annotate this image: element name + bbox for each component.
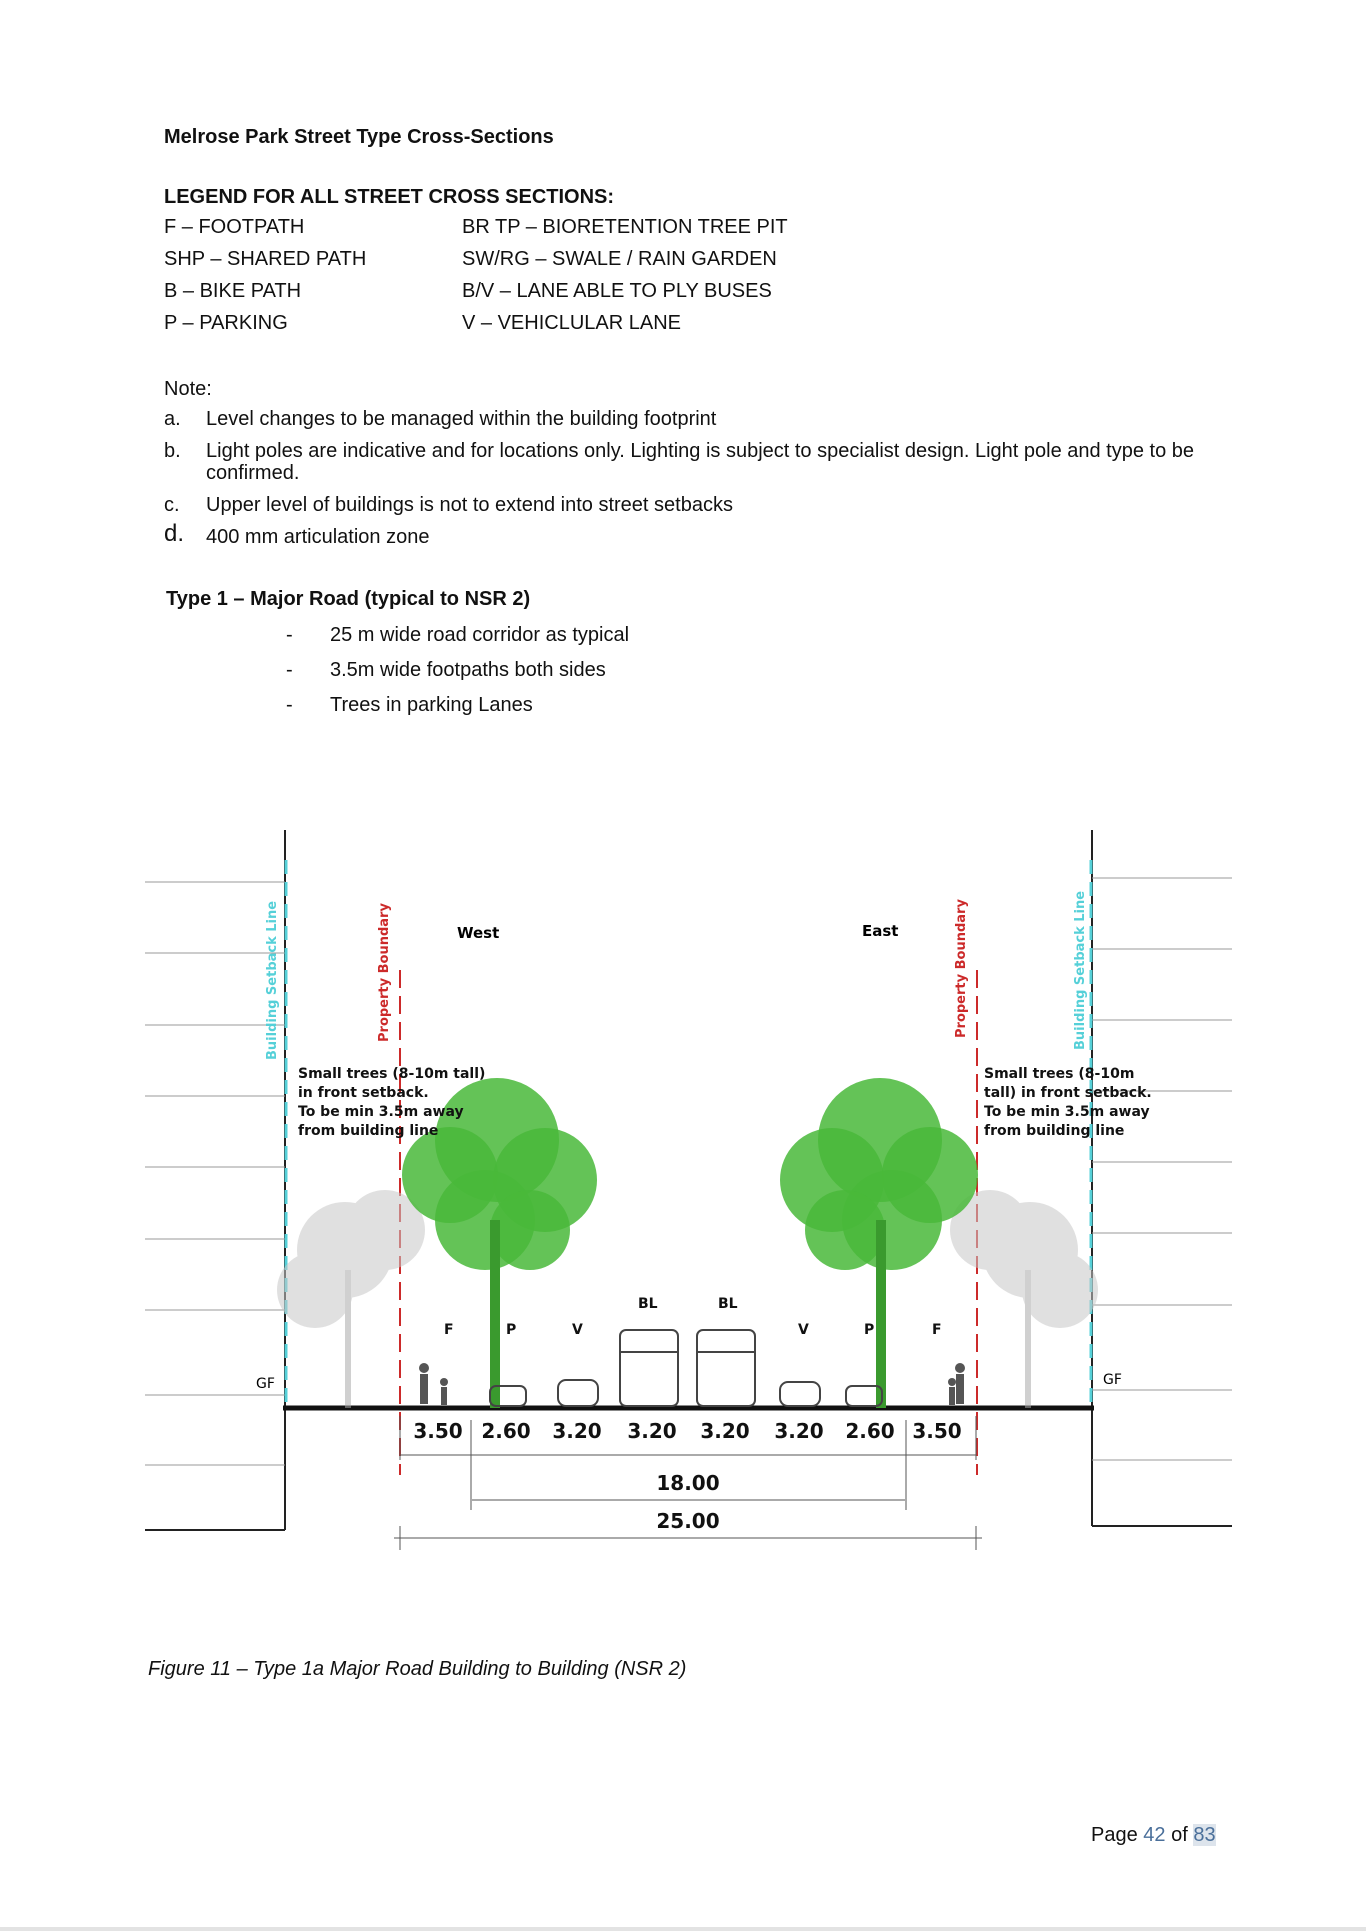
note-text: Upper level of buildings is not to extend into street setbacks bbox=[206, 494, 733, 516]
note-line: from building line bbox=[984, 1123, 1125, 1139]
note-text: Level changes to be managed within the building footprint bbox=[206, 408, 717, 430]
width-label: 2.60 bbox=[845, 1419, 895, 1443]
legend-right: BR TP – BIORETENTION TREE PIT bbox=[462, 216, 788, 238]
note-marker: c. bbox=[164, 494, 180, 516]
note-line: Small trees (8-10m tall) bbox=[298, 1066, 486, 1082]
bullet-item bbox=[286, 624, 629, 659]
west-gf-label: GF bbox=[256, 1376, 275, 1392]
page-of: of bbox=[1171, 1824, 1188, 1846]
lane-code: V bbox=[572, 1322, 583, 1338]
lane-code: V bbox=[798, 1322, 809, 1338]
bullet-item bbox=[286, 659, 629, 694]
east-label: East bbox=[862, 922, 899, 940]
legend-left: B – BIKE PATH bbox=[164, 280, 302, 302]
bus-east bbox=[697, 1330, 755, 1406]
note-text: Light poles are indicative and for locations only. Lighting is subject to specialist design. Light pole and type to be confirmed. bbox=[206, 440, 1195, 484]
legend-right: B/V – LANE ABLE TO PLY BUSES bbox=[462, 280, 772, 302]
bottom-rule bbox=[0, 1927, 1366, 1931]
note-title: Note: bbox=[164, 378, 212, 400]
width-label: 3.20 bbox=[552, 1419, 602, 1443]
dimension-widths bbox=[413, 1419, 961, 1533]
note-item bbox=[164, 408, 1244, 430]
bullet-dash: - bbox=[286, 624, 293, 646]
west-label: West bbox=[457, 924, 500, 942]
bullet-list bbox=[286, 624, 629, 729]
width-label: 2.60 bbox=[481, 1419, 531, 1443]
width-label: 3.50 bbox=[912, 1419, 962, 1443]
note-item bbox=[164, 494, 1244, 516]
lane-code: F bbox=[932, 1322, 942, 1338]
type-heading: Type 1 – Major Road (typical to NSR 2) bbox=[166, 588, 531, 610]
note-marker: b. bbox=[164, 440, 181, 462]
ghost-tree-west bbox=[277, 1190, 425, 1408]
legend-row bbox=[164, 216, 864, 248]
east-building bbox=[1092, 830, 1232, 1526]
east-setback-label: Building Setback Line bbox=[1073, 890, 1088, 1050]
west-boundary-label: Property Boundary bbox=[377, 903, 392, 1042]
legend-title: LEGEND FOR ALL STREET CROSS SECTIONS: bbox=[164, 186, 615, 208]
west-setback-label: Building Setback Line bbox=[265, 900, 280, 1060]
note-item bbox=[164, 520, 1244, 548]
legend-row bbox=[164, 248, 864, 280]
street-cross-section-figure bbox=[140, 820, 1240, 1560]
note-line: tall) in front setback. bbox=[984, 1085, 1152, 1101]
lane-code: P bbox=[864, 1322, 875, 1338]
note-marker: a. bbox=[164, 408, 181, 430]
note-item bbox=[164, 440, 1244, 484]
page-label: Page bbox=[1091, 1824, 1138, 1846]
legend-left: P – PARKING bbox=[164, 312, 288, 334]
bullet-text: 3.5m wide footpaths both sides bbox=[330, 659, 606, 681]
bullet-text: Trees in parking Lanes bbox=[330, 694, 533, 716]
lane-code: F bbox=[444, 1322, 454, 1338]
note-marker: d. bbox=[164, 520, 185, 547]
east-gf-label: GF bbox=[1103, 1372, 1122, 1388]
east-boundary-label: Property Boundary bbox=[954, 899, 969, 1038]
width-label: 3.50 bbox=[413, 1419, 463, 1443]
note-line: in front setback. bbox=[298, 1085, 429, 1101]
note-line: To be min 3.5m away bbox=[984, 1104, 1150, 1120]
legend-left: SHP – SHARED PATH bbox=[164, 248, 367, 270]
legend-row bbox=[164, 312, 864, 344]
figure-caption: Figure 11 – Type 1a Major Road Building to Building (NSR 2) bbox=[148, 1658, 687, 1680]
note-line: Small trees (8-10m bbox=[984, 1066, 1135, 1082]
page-heading: Melrose Park Street Type Cross-Sections bbox=[164, 126, 554, 148]
legend-row bbox=[164, 280, 864, 312]
pedestrian-icons-west bbox=[419, 1363, 448, 1405]
lane-code: BL bbox=[718, 1296, 738, 1312]
car-west bbox=[558, 1380, 598, 1406]
bullet-dash: - bbox=[286, 659, 293, 681]
width-label: 3.20 bbox=[700, 1419, 750, 1443]
corridor-total: 25.00 bbox=[656, 1509, 720, 1533]
bullet-dash: - bbox=[286, 694, 293, 716]
note-line: To be min 3.5m away bbox=[298, 1104, 464, 1120]
width-label: 3.20 bbox=[774, 1419, 824, 1443]
bullet-text: 25 m wide road corridor as typical bbox=[330, 624, 630, 646]
street-tree-east bbox=[780, 1078, 978, 1408]
page-number bbox=[1091, 1824, 1216, 1847]
lane-code: BL bbox=[638, 1296, 658, 1312]
legend-table bbox=[164, 216, 864, 344]
lane-code: P bbox=[506, 1322, 517, 1338]
legend-right: V – VEHICLULAR LANE bbox=[462, 312, 681, 334]
west-building bbox=[145, 830, 285, 1530]
legend-left: F – FOOTPATH bbox=[164, 216, 305, 238]
pedestrian-icons-east bbox=[948, 1363, 965, 1405]
east-tree-note bbox=[984, 1066, 1152, 1139]
width-label: 3.20 bbox=[627, 1419, 677, 1443]
car-east bbox=[780, 1382, 820, 1406]
notes-list bbox=[164, 408, 1244, 558]
note-text: 400 mm articulation zone bbox=[206, 526, 430, 548]
vehicles bbox=[490, 1330, 882, 1406]
lane-codes bbox=[444, 1296, 942, 1338]
bus-west bbox=[620, 1330, 678, 1406]
page-total: 83 bbox=[1193, 1824, 1216, 1846]
note-line: from building line bbox=[298, 1123, 439, 1139]
ghost-tree-east bbox=[950, 1190, 1098, 1408]
carriageway-total: 18.00 bbox=[656, 1471, 720, 1495]
page-current: 42 bbox=[1143, 1824, 1166, 1846]
bullet-item bbox=[286, 694, 629, 729]
legend-right: SW/RG – SWALE / RAIN GARDEN bbox=[462, 248, 777, 270]
